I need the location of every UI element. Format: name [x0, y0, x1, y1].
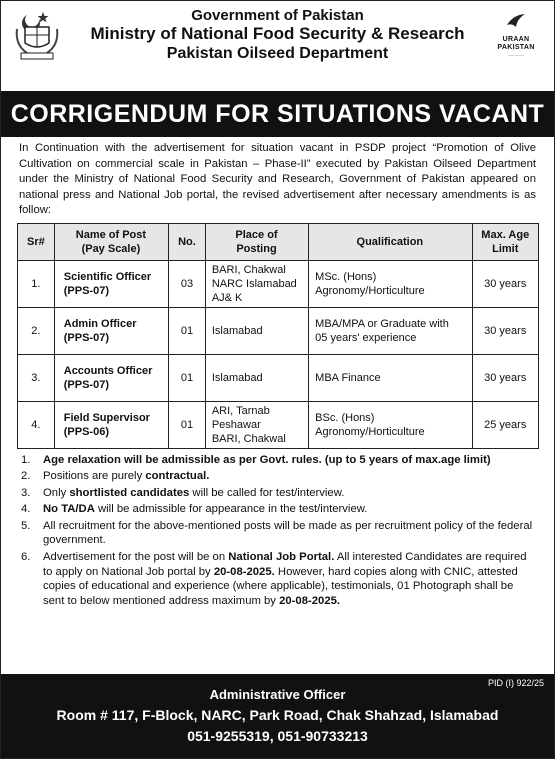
table-row	[18, 401, 539, 448]
qual-line: BSc. (Hons)	[315, 411, 375, 424]
cell-sr: 1.	[18, 260, 55, 307]
header-place-line1: Place of	[235, 228, 278, 241]
cell-sr: 2.	[18, 307, 55, 354]
corrigendum-banner: CORRIGENDUM FOR SITUATIONS VACANT	[1, 91, 554, 137]
cell-no: 03	[169, 260, 206, 307]
cell-no: 01	[169, 307, 206, 354]
post-name: Admin Officer	[63, 317, 137, 330]
place-line: Islamabad	[211, 324, 263, 337]
uraan-bird-icon	[505, 13, 527, 31]
note-text	[43, 486, 534, 501]
header-no: No.	[169, 223, 206, 260]
uraan-pakistan-logo: URAAN PAKISTAN ————	[490, 13, 542, 57]
note-text	[43, 519, 534, 548]
cell-qualification	[309, 401, 472, 448]
note-text	[43, 469, 534, 484]
note-text-bold: National Job Portal.	[228, 551, 335, 564]
header-age-line1: Max. Age	[481, 228, 530, 241]
header-place-line2: Posting	[236, 242, 277, 255]
table-body	[18, 260, 539, 448]
note-item	[21, 550, 534, 608]
cell-post	[54, 307, 168, 354]
cell-qualification	[309, 307, 472, 354]
header-ministry: Ministry of National Food Security & Research	[90, 24, 465, 43]
note-item	[21, 502, 534, 517]
header-age-line2: Limit	[492, 242, 519, 255]
header	[1, 1, 554, 87]
cell-sr: 4.	[18, 401, 55, 448]
cell-place	[205, 307, 308, 354]
header-sr: Sr#	[18, 223, 55, 260]
note-number: 2.	[21, 470, 31, 483]
header-government: Government of Pakistan	[191, 7, 364, 24]
header-name-line2: (Pay Scale)	[81, 242, 141, 255]
header-department: Pakistan Oilseed Department	[166, 45, 389, 62]
note-text	[43, 550, 534, 608]
note-text	[43, 453, 534, 468]
cell-no: 01	[169, 354, 206, 401]
note-text-bold: 20-08-2025.	[213, 565, 275, 578]
note-text	[43, 502, 534, 517]
qual-line: 05 years' experience	[315, 331, 417, 344]
note-text-run: All recruitment for the above-mentioned posts will be made as per recruitment policy of the federal government.	[43, 519, 533, 547]
note-number: 4.	[21, 503, 31, 516]
footer-address: Room # 117, F-Block, NARC, Park Road, Chak Shahzad, Islamabad	[56, 707, 499, 723]
cell-place	[205, 401, 308, 448]
pid-number: PID (I) 922/25	[487, 678, 544, 688]
note-text-bold: Age relaxation will be admissible as per Govt. rules. (up to 5 years of max.age limit)	[43, 453, 491, 466]
pay-scale: (PPS-07)	[63, 378, 109, 391]
header-place	[205, 223, 308, 260]
note-number: 1.	[21, 453, 31, 466]
note-text-run: will be admissible for appearance in the test/interview.	[94, 503, 368, 516]
header-name-of-post	[54, 223, 168, 260]
note-number: 5.	[21, 519, 31, 532]
pay-scale: (PPS-06)	[63, 425, 109, 438]
note-number: 6.	[21, 551, 31, 564]
cell-qualification	[309, 260, 472, 307]
cell-post	[54, 354, 168, 401]
qual-line: Agronomy/Horticulture	[315, 425, 425, 438]
footer-contact	[1, 674, 554, 758]
place-line: Peshawar	[211, 418, 261, 431]
place-line: BARI, Chakwal	[211, 263, 286, 276]
table-row	[18, 354, 539, 401]
state-emblem-icon	[13, 9, 61, 61]
table-row	[18, 307, 539, 354]
cell-post	[54, 401, 168, 448]
cell-no: 01	[169, 401, 206, 448]
cell-sr: 3.	[18, 354, 55, 401]
table-header-row	[18, 223, 539, 260]
post-name: Accounts Officer	[63, 364, 153, 377]
note-text-run: Advertisement for the post will be on	[43, 551, 229, 564]
cell-place	[205, 260, 308, 307]
note-text-bold: 20-08-2025.	[279, 594, 341, 607]
cell-age: 30 years	[472, 354, 539, 401]
note-text-bold: No TA/DA	[43, 503, 95, 516]
note-item	[21, 453, 534, 468]
note-number: 3.	[21, 486, 31, 499]
note-text-run: Only	[43, 486, 70, 499]
place-line: NARC Islamabad	[211, 277, 297, 290]
qual-line: MBA Finance	[315, 371, 381, 384]
posts-table	[17, 223, 539, 449]
cell-age: 25 years	[472, 401, 539, 448]
note-text-bold: contractual.	[145, 470, 210, 483]
footer-phones: 051-9255319, 051-90733213	[187, 728, 368, 744]
cell-qualification	[309, 354, 472, 401]
pay-scale: (PPS-07)	[63, 284, 109, 297]
note-item	[21, 486, 534, 501]
note-text-run: All interested Candidates are required to apply on National Job portal by	[43, 551, 527, 578]
place-line: BARI, Chakwal	[211, 432, 286, 445]
header-name-line1: Name of Post	[75, 228, 147, 241]
note-text-run: will be called for test/interview.	[189, 486, 345, 499]
header-max-age	[472, 223, 539, 260]
pay-scale: (PPS-07)	[63, 331, 109, 344]
cell-age: 30 years	[472, 260, 539, 307]
note-text-run: Positions are purely	[43, 470, 146, 483]
header-qualification: Qualification	[309, 223, 472, 260]
place-line: AJ& K	[211, 291, 243, 304]
qual-line: MBA/MPA or Graduate with	[315, 317, 449, 330]
cell-place	[205, 354, 308, 401]
intro-paragraph: In Continuation with the advertisement for situation vacant in PSDP project “Promotion of Olive Cultivation on commercial scale in Pakistan – Phase-II” executed by Pakistan Oilseed Department under the Ministry of National Food Security and Research, Government of Pakistan appeared on national press and National Job portal, the revised advertisement after necessary amendments is as follow:	[19, 142, 536, 216]
qual-line: Agronomy/Horticulture	[315, 284, 425, 297]
cell-post	[54, 260, 168, 307]
post-name: Scientific Officer	[63, 270, 152, 283]
cell-age: 30 years	[472, 307, 539, 354]
place-line: ARI, Tarnab	[211, 404, 270, 417]
note-text-run: However, hard copies along with CNIC, attested copies of educational and experience (where applicable), testimonials, 01 Photograph shall be sent to below mentioned address maximum by	[43, 565, 518, 607]
note-text-bold: shortlisted candidates	[69, 486, 190, 499]
note-item	[21, 519, 534, 548]
notes-list	[1, 449, 554, 609]
post-name: Field Supervisor	[63, 411, 150, 424]
qual-line: MSc. (Hons)	[315, 270, 377, 283]
footer-title: Administrative Officer	[209, 687, 346, 702]
table-row	[18, 260, 539, 307]
note-item	[21, 469, 534, 484]
place-line: Islamabad	[211, 371, 263, 384]
